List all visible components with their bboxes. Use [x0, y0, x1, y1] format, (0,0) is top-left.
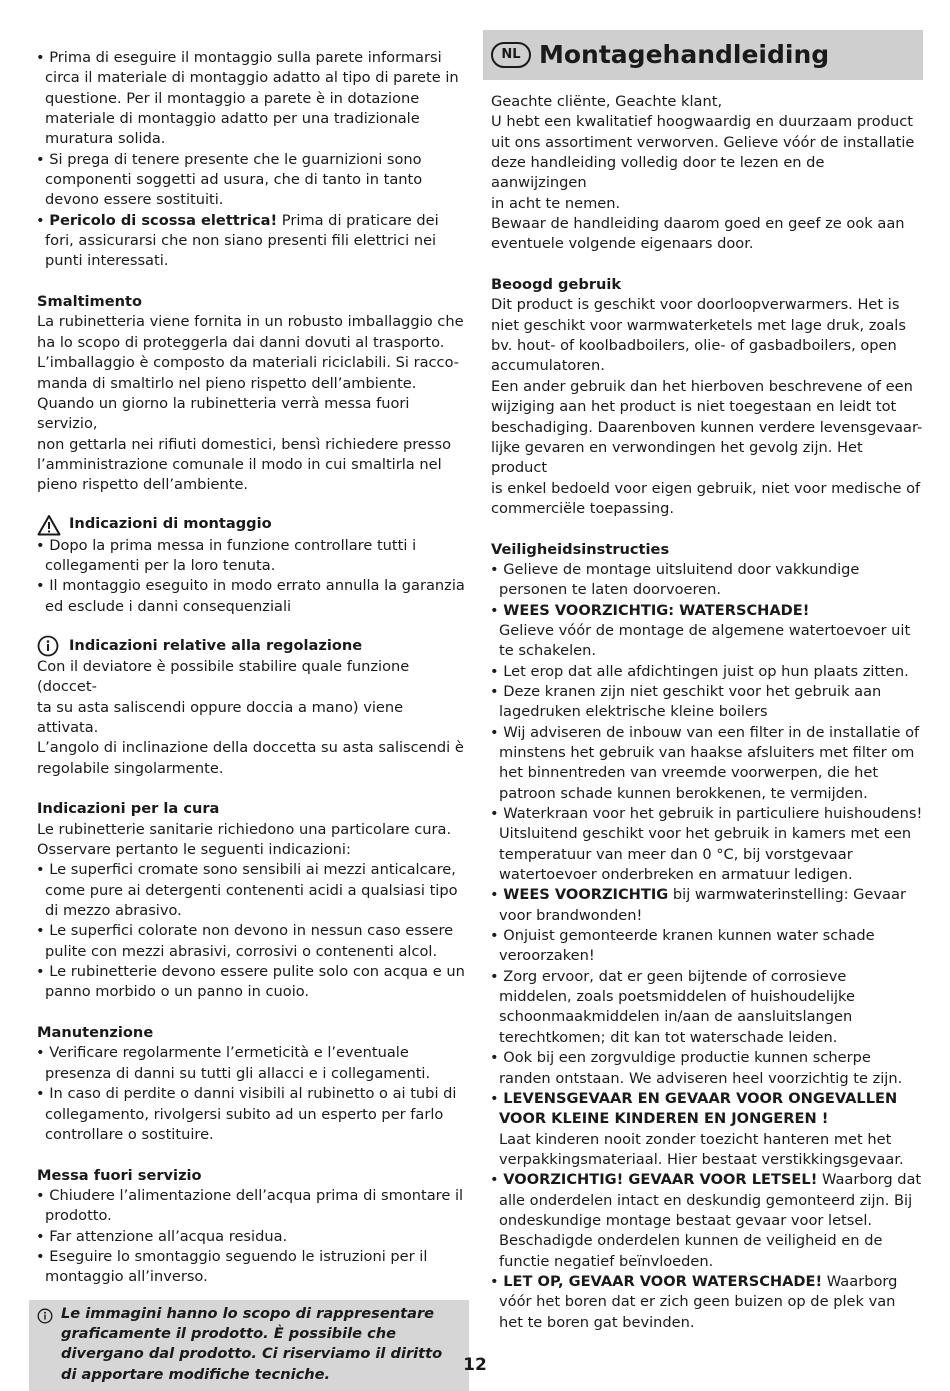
- text-line: accumulatoren.: [491, 357, 605, 375]
- text-line: l’amministrazione comunale il modo in cui smaltirla nel: [37, 455, 442, 473]
- list-item: • Eseguire lo smontaggio seguendo le istruzioni per il montaggio all’inverso.: [36, 1247, 428, 1286]
- list-item: • Gelieve de montage uitsluitend door vakkundige personen te laten doorvoeren.: [490, 560, 860, 599]
- text-line: ta su asta saliscendi oppure doccia a mano) viene attivata.: [37, 698, 404, 736]
- text-line: Con il deviatore è possibile stabilire quale funzione (doccet-: [37, 657, 410, 696]
- disclaimer-note: [29, 1300, 469, 1391]
- text-line: Een ander gebruik dan het hierboven beschrevene of een: [491, 377, 913, 395]
- section-heading: Indicazioni di montaggio: [69, 515, 272, 533]
- info-icon: [37, 635, 61, 657]
- section-heading: Indicazioni per la cura: [37, 800, 220, 818]
- list-item: • Onjuist gemonteerde kranen kunnen water schade veroorzaken!: [490, 927, 875, 965]
- text-line: Dit product is geschikt voor doorloopverwarmers. Het is: [491, 296, 900, 314]
- page-title: Montagehandleiding: [539, 39, 830, 69]
- text-line: L’angolo di inclinazione della doccetta su asta saliscendi è: [37, 739, 464, 757]
- list-item: • Il montaggio eseguito in modo errato annulla la garanzia ed esclude i danni consequenziali: [36, 577, 465, 615]
- text-line: is enkel bedoeld voor eigen gebruik, niet voor medische of: [491, 479, 921, 497]
- text-line: in acht te nemen.: [491, 194, 621, 212]
- section-title-bar: [483, 30, 923, 80]
- page-number: 12: [463, 1355, 487, 1375]
- intro-bullets: [29, 48, 469, 272]
- list-item: • Verificare regolarmente l’ermeticità e l’eventuale presenza di danni su tutti gli allacci e i collegamenti.: [36, 1044, 431, 1082]
- text-line: lijke gevaren en verwondingen het gevolg zijn. Het product: [491, 438, 863, 477]
- text-line: regolabile singolarmente.: [37, 759, 224, 777]
- text-line: non gettarla nei rifiuti domestici, bensì richiedere presso: [37, 435, 452, 453]
- list-item: • In caso di perdite o danni visibili al rubinetto o ai tubi di collegamento, rivolgersi subito ad un esperto per farlo controllare o sostituire.: [36, 1085, 457, 1143]
- list-item: • Dopo la prima messa in funzione controllare tutti i collegamenti per la loro tenuta.: [36, 536, 417, 574]
- list-item: • Waterkraan voor het gebruik in particuliere huishoudens! Uitsluitend geschikt voor het gebruik in kamers met een temperatuur van meer dan 0 °C, bij vorstgevaar watertoevoer onderbreken en armatuur ledigen.: [490, 805, 923, 884]
- text-line: deze handleiding volledig door te lezen en de aanwijzingen: [491, 154, 825, 192]
- dutch-column: [483, 39, 923, 1333]
- text-line: commerciële toepassing.: [491, 499, 675, 517]
- text-line: Quando un giorno la rubinetteria verrà messa fuori servizio,: [37, 394, 410, 433]
- list-item: • LEVENSGEVAAR EN GEVAAR VOOR ONGEVALLEN VOOR KLEINE KINDEREN EN JONGEREN ! Laat kinderen nooit zonder toezicht hanteren met het verpakkingsmateriaal. Hier bestaat verstikkingsgevaar.: [490, 1089, 904, 1168]
- text-line: Le rubinetterie sanitarie richiedono una particolare cura.: [37, 820, 452, 838]
- text-line: uit ons assortiment verworven. Gelieve vóór de installatie: [491, 133, 915, 151]
- text-line: niet geschikt voor warmwaterketels met lage druk, zoals: [491, 316, 906, 334]
- text-line: ha lo scopo di proteggerla dai danni dovuti al trasporto.: [37, 333, 445, 351]
- text-line: bv. hout- of koolbadboilers, olie- of gasbadboilers, open: [491, 337, 897, 355]
- text-line: L’imballaggio è composto da materiali riciclabili. Si racco-: [37, 354, 460, 372]
- language-badge: NL: [491, 42, 531, 68]
- list-item: • Prima di eseguire il montaggio sulla parete informarsi circa il materiale di montaggio adatto al tipo di parete in questione. Per il montaggio a parete è in dotazione materiale di montaggio adatto per una tradizionale muratura solida.: [36, 49, 459, 148]
- text-line: Bewaar de handleiding daarom goed en geef ze ook aan: [491, 215, 905, 233]
- list-item: • Zorg ervoor, dat er geen bijtende of corrosieve middelen, zoals poetsmiddelen of huishoudelijke schoonmaakmiddelen in/aan de aansluitslangen terechtkomen; dit kan tot waterschade leiden.: [490, 967, 855, 1046]
- list-item: • Si prega di tenere presente che le guarnizioni sono componenti soggetti ad usura, che di tanto in tanto devono essere sostituiti.: [36, 150, 423, 209]
- list-item: • Chiudere l’alimentazione dell’acqua prima di smontare il prodotto.: [36, 1186, 464, 1225]
- section-heading: Beoogd gebruik: [491, 276, 622, 294]
- text-line: beschadiging. Daarenboven kunnen verdere levensgevaar-: [491, 418, 923, 436]
- list-item: • Deze kranen zijn niet geschikt voor het gebruik aan lagedruken elektrische kleine boilers: [490, 682, 882, 721]
- text-line: La rubinetteria viene fornita in un robusto imballaggio che: [37, 313, 464, 331]
- montaggio-heading: [29, 514, 469, 536]
- info-icon: [37, 1308, 53, 1324]
- list-item: • Let erop dat alle afdichtingen juist op hun plaats zitten.: [490, 662, 909, 680]
- text-line: U hebt een kwalitatief hoogwaardig en duurzaam product: [491, 113, 913, 131]
- list-item: • WEES VOORZICHTIG bij warmwaterinstelling: Gevaar voor brandwonden!: [490, 886, 906, 924]
- section-heading: Veiligheidsinstructies: [491, 540, 670, 558]
- regolazione-heading: [29, 635, 469, 657]
- section-heading: Indicazioni relative alla regolazione: [69, 636, 363, 654]
- list-item: • Far attenzione all’acqua residua.: [36, 1227, 288, 1245]
- text-line: Geachte cliënte, Geachte klant,: [491, 93, 723, 110]
- smaltimento-text: [29, 312, 469, 495]
- list-item: • Pericolo di scossa elettrica! Prima di praticare dei fori, assicurarsi che non siano presenti fili elettrici nei punti interessati.: [36, 211, 439, 270]
- list-item: • WEES VOORZICHTIG: WATERSCHADE! Gelieve vóór de montage de algemene watertoevoer uit te schakelen.: [490, 601, 911, 660]
- list-item: • LET OP, GEVAAR VOOR WATERSCHADE! Waarborg vóór het boren dat er zich geen buizen op de plek van het te boren gat bevinden.: [490, 1272, 898, 1331]
- text-line: pieno rispetto dell’ambiente.: [37, 476, 249, 494]
- list-item: • Wij adviseren de inbouw van een filter in de installatie of minstens het gebruik van haakse afsluiters met filter om het binnentreden van vreemde voorwerpen, die het patroon schade kunnen berokkenen, te vermijden.: [490, 723, 920, 802]
- note-text: Le immagini hanno lo scopo di rappresentare graficamente il prodotto. È possibile che divergano dal prodotto. Ci riserviamo il diritto di apportare modifiche tecniche.: [61, 1304, 443, 1383]
- list-item: • VOORZICHTIG! GEVAAR VOOR LETSEL! Waarborg dat alle onderdelen intact en deskundig gemonteerd zijn. Bij ondeskundige montage bestaat gevaar voor letsel. Beschadigde onderdelen kunnen de veiligheid en de functie negatief beïnvloeden.: [490, 1171, 922, 1270]
- list-item: • Le superfici cromate sono sensibili ai mezzi anticalcare, come pure ai detergenti contenenti acidi a qualsiasi tipo di mezzo abrasivo.: [36, 861, 458, 920]
- warning-icon: [37, 514, 61, 536]
- text-line: manda di smaltirlo nel pieno rispetto dell’ambiente.: [37, 374, 417, 392]
- list-item: • Ook bij een zorgvuldige productie kunnen scherpe randen ontstaan. We adviseren heel voorzichtig te zijn.: [490, 1049, 903, 1087]
- text-line: Osservare pertanto le seguenti indicazioni:: [37, 841, 351, 859]
- italian-column: [29, 48, 469, 1391]
- list-item: • Le superfici colorate non devono in nessun caso essere pulite con mezzi abrasivi, corrosivi o contenenti alcol.: [36, 922, 454, 960]
- list-item: • Le rubinetterie devono essere pulite solo con acqua e un panno morbido o un panno in cuoio.: [36, 963, 465, 1001]
- section-heading: Smaltimento: [37, 293, 143, 311]
- text-line: eventuele volgende eigenaars door.: [491, 235, 754, 253]
- section-heading: Messa fuori servizio: [37, 1166, 202, 1184]
- section-heading: Manutenzione: [37, 1024, 154, 1042]
- text-line: wijziging aan het product is niet toegestaan en leidt tot: [491, 398, 897, 416]
